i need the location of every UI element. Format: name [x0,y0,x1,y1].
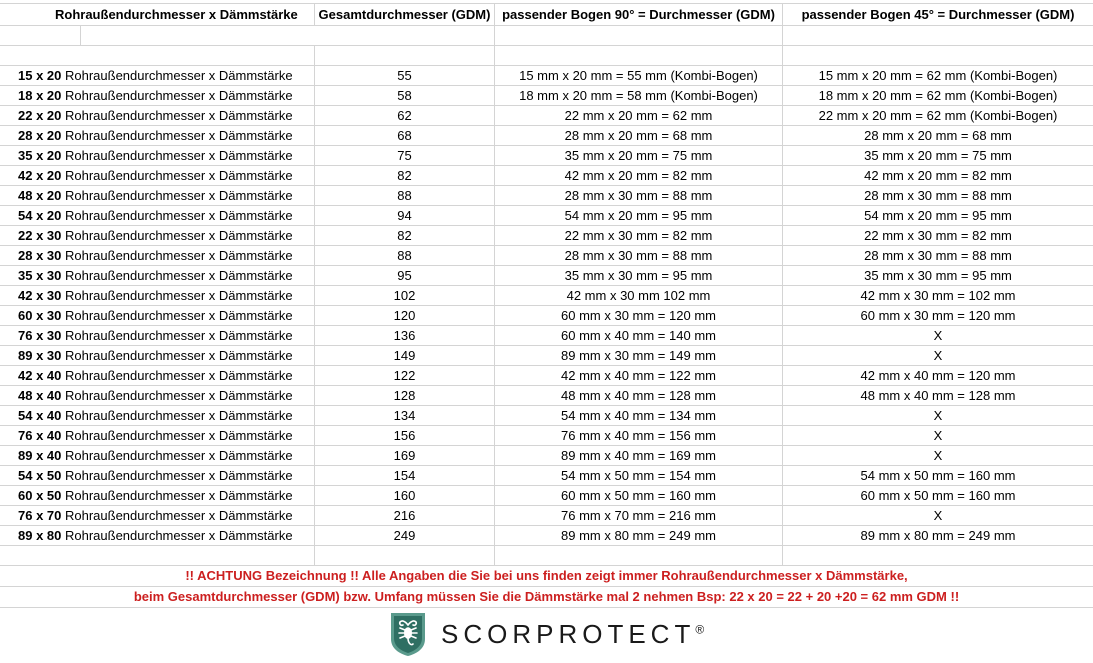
pipe-size: 42 x 40 [18,368,62,383]
size-label: Rohraußendurchmesser x Dämmstärke [65,308,293,323]
cell-bend-90: 22 mm x 20 mm = 62 mm [495,106,783,125]
cell-bend-90: 89 mm x 80 mm = 249 mm [495,526,783,545]
cell-bend-90: 18 mm x 20 mm = 58 mm (Kombi-Bogen) [495,86,783,105]
cell-total-diameter: 156 [315,426,495,445]
cell-bend-45: 42 mm x 40 mm = 120 mm [860,368,1016,383]
cell-bend-45: 42 mm x 20 mm = 82 mm [864,168,1012,183]
cell-outer-diameter [0,386,315,405]
cell-bend-45: 18 mm x 20 mm = 62 mm (Kombi-Bogen) [818,88,1058,103]
table-row [0,86,1093,106]
table-row [0,266,1093,286]
table-row [0,386,1093,406]
table-row [0,186,1093,206]
cell-bend-45: X [933,328,943,343]
cell-bend-90: 42 mm x 30 mm 102 mm [495,286,783,305]
pipe-size: 89 x 30 [18,348,62,363]
empty-row [0,46,1093,66]
cell-outer-diameter [0,446,315,465]
header-total-diameter: Gesamtdurchmesser (GDM) [315,4,495,25]
table-row [0,486,1093,506]
cell-bend-90: 35 mm x 30 mm = 95 mm [495,266,783,285]
cell-total-diameter: 160 [315,486,495,505]
table-row [0,206,1093,226]
cell-outer-diameter [0,186,315,205]
size-label: Rohraußendurchmesser x Dämmstärke [65,368,293,383]
cell-total-diameter: 169 [315,446,495,465]
pipe-size: 89 x 40 [18,448,62,463]
cell-bend-90: 89 mm x 30 mm = 149 mm [495,346,783,365]
pipe-size: 76 x 70 [18,508,62,523]
pipe-size: 22 x 30 [18,228,62,243]
pipe-size: 42 x 30 [18,288,62,303]
table-row [0,526,1093,546]
cell-outer-diameter [0,246,315,265]
cell-total-diameter: 134 [315,406,495,425]
registered-mark: ® [695,621,705,636]
cell-total-diameter: 154 [315,466,495,485]
pipe-size: 48 x 20 [18,188,62,203]
cell-outer-diameter [0,286,315,305]
header-bend-90: passender Bogen 90° = Durchmesser (GDM) [495,4,783,25]
pipe-size: 35 x 20 [18,148,62,163]
cell-total-diameter: 136 [315,326,495,345]
pipe-size: 54 x 20 [18,208,62,223]
cell-bend-90: 54 mm x 20 mm = 95 mm [495,206,783,225]
size-label: Rohraußendurchmesser x Dämmstärke [65,128,293,143]
cell-outer-diameter [0,206,315,225]
cell-bend-90: 60 mm x 50 mm = 160 mm [495,486,783,505]
size-label: Rohraußendurchmesser x Dämmstärke [65,408,293,423]
pipe-size: 35 x 30 [18,268,62,283]
pipe-size: 60 x 50 [18,488,62,503]
cell-bend-90: 89 mm x 40 mm = 169 mm [495,446,783,465]
cell-outer-diameter [0,306,315,325]
size-label: Rohraußendurchmesser x Dämmstärke [65,448,293,463]
cell-total-diameter: 249 [315,526,495,545]
size-label: Rohraußendurchmesser x Dämmstärke [65,228,293,243]
table-row [0,246,1093,266]
size-label: Rohraußendurchmesser x Dämmstärke [65,208,293,223]
cell-total-diameter: 82 [315,166,495,185]
size-label: Rohraußendurchmesser x Dämmstärke [65,428,293,443]
size-label: Rohraußendurchmesser x Dämmstärke [65,68,293,83]
cell-outer-diameter [0,126,315,145]
table-row [0,426,1093,446]
table-row [0,106,1093,126]
table-row [0,306,1093,326]
cell-outer-diameter [0,506,315,525]
size-label: Rohraußendurchmesser x Dämmstärke [65,108,293,123]
cell-bend-90: 22 mm x 30 mm = 82 mm [495,226,783,245]
cell-bend-45: 60 mm x 50 mm = 160 mm [860,488,1016,503]
table-row [0,506,1093,526]
cell-total-diameter: 94 [315,206,495,225]
warning-line-2: beim Gesamtdurchmesser (GDM) bzw. Umfang müssen Sie die Dämmstärke mal 2 nehmen Bsp: 22 x 20 = 22 + 20 +20 = 62 mm GDM !! [0,587,1093,608]
size-label: Rohraußendurchmesser x Dämmstärke [65,488,293,503]
cell-bend-90: 15 mm x 20 mm = 55 mm (Kombi-Bogen) [495,66,783,85]
table-row [0,406,1093,426]
cell-outer-diameter [0,426,315,445]
size-label: Rohraußendurchmesser x Dämmstärke [65,188,293,203]
scorpion-shield-icon [389,611,427,657]
cell-total-diameter: 88 [315,246,495,265]
cell-outer-diameter [0,146,315,165]
cell-bend-45: 22 mm x 20 mm = 62 mm (Kombi-Bogen) [818,108,1058,123]
cell-outer-diameter [0,486,315,505]
cell-bend-45: 60 mm x 30 mm = 120 mm [860,308,1016,323]
cell-bend-45: 15 mm x 20 mm = 62 mm (Kombi-Bogen) [818,68,1058,83]
cell-total-diameter: 82 [315,226,495,245]
size-label: Rohraußendurchmesser x Dämmstärke [65,528,293,543]
cell-total-diameter: 62 [315,106,495,125]
cell-bend-45: 28 mm x 30 mm = 88 mm [864,248,1012,263]
cell-outer-diameter [0,226,315,245]
cell-bend-45: X [933,448,943,463]
cell-bend-90: 28 mm x 20 mm = 68 mm [495,126,783,145]
cell-total-diameter: 58 [315,86,495,105]
header-row [0,4,1093,26]
cell-bend-45: 89 mm x 80 mm = 249 mm [860,528,1016,543]
cell-bend-90: 54 mm x 50 mm = 154 mm [495,466,783,485]
cell-bend-45: 28 mm x 20 mm = 68 mm [864,128,1012,143]
table-row [0,226,1093,246]
cell-bend-45: X [933,348,943,363]
cell-total-diameter: 120 [315,306,495,325]
pipe-size: 54 x 50 [18,468,62,483]
cell-outer-diameter [0,346,315,365]
cell-total-diameter: 102 [315,286,495,305]
table-row [0,286,1093,306]
cell-total-diameter: 149 [315,346,495,365]
cell-outer-diameter [0,86,315,105]
cell-outer-diameter [0,466,315,485]
brand-logo [389,610,704,658]
table-row [0,166,1093,186]
cell-outer-diameter [0,526,315,545]
cell-bend-45: 35 mm x 30 mm = 95 mm [864,268,1012,283]
cell-bend-45: X [933,508,943,523]
cell-outer-diameter [0,366,315,385]
cell-bend-90: 76 mm x 70 mm = 216 mm [495,506,783,525]
pipe-size: 42 x 20 [18,168,62,183]
cell-total-diameter: 68 [315,126,495,145]
table-row [0,326,1093,346]
pipe-size: 76 x 30 [18,328,62,343]
pipe-size: 54 x 40 [18,408,62,423]
size-label: Rohraußendurchmesser x Dämmstärke [65,248,293,263]
cell-bend-45: 42 mm x 30 mm = 102 mm [860,288,1016,303]
size-label: Rohraußendurchmesser x Dämmstärke [65,268,293,283]
cell-total-diameter: 55 [315,66,495,85]
cell-total-diameter: 122 [315,366,495,385]
size-label: Rohraußendurchmesser x Dämmstärke [65,348,293,363]
cell-bend-90: 48 mm x 40 mm = 128 mm [495,386,783,405]
cell-bend-90: 35 mm x 20 mm = 75 mm [495,146,783,165]
warning-line-1: !! ACHTUNG Bezeichnung !! Alle Angaben die Sie bei uns finden zeigt immer Rohraußendurchmesser x Dämmstärke, [0,566,1093,587]
cell-bend-90: 42 mm x 20 mm = 82 mm [495,166,783,185]
pipe-size: 28 x 20 [18,128,62,143]
pipe-size: 48 x 40 [18,388,62,403]
cell-bend-45: 22 mm x 30 mm = 82 mm [864,228,1012,243]
table-row [0,346,1093,366]
cell-bend-90: 54 mm x 40 mm = 134 mm [495,406,783,425]
header-outer-diameter: Rohraußendurchmesser x Dämmstärke [0,4,315,25]
size-label: Rohraußendurchmesser x Dämmstärke [65,88,293,103]
cell-bend-90: 60 mm x 40 mm = 140 mm [495,326,783,345]
size-label: Rohraußendurchmesser x Dämmstärke [65,168,293,183]
cell-outer-diameter [0,406,315,425]
brand-name: SCORPROTECT® [441,618,705,649]
size-label: Rohraußendurchmesser x Dämmstärke [65,468,293,483]
table-row [0,126,1093,146]
pipe-size: 89 x 80 [18,528,62,543]
cell-bend-45: 54 mm x 50 mm = 160 mm [860,468,1016,483]
table-row [0,66,1093,86]
cell-bend-45: X [933,428,943,443]
size-label: Rohraußendurchmesser x Dämmstärke [65,288,293,303]
cell-bend-45: 35 mm x 20 mm = 75 mm [864,148,1012,163]
cell-bend-45: 28 mm x 30 mm = 88 mm [864,188,1012,203]
cell-bend-90: 42 mm x 40 mm = 122 mm [495,366,783,385]
pipe-size: 18 x 20 [18,88,62,103]
cell-bend-90: 28 mm x 30 mm = 88 mm [495,246,783,265]
cell-outer-diameter [0,166,315,185]
cell-outer-diameter [0,106,315,125]
cell-bend-90: 28 mm x 30 mm = 88 mm [495,186,783,205]
cell-total-diameter: 95 [315,266,495,285]
cell-outer-diameter [0,66,315,85]
cell-total-diameter: 216 [315,506,495,525]
cell-outer-diameter [0,326,315,345]
cell-total-diameter: 128 [315,386,495,405]
table-row [0,366,1093,386]
pipe-size: 28 x 30 [18,248,62,263]
table-row [0,146,1093,166]
table-row [0,466,1093,486]
cell-total-diameter: 75 [315,146,495,165]
pipe-size: 76 x 40 [18,428,62,443]
size-label: Rohraußendurchmesser x Dämmstärke [65,388,293,403]
header-bend-45: passender Bogen 45° = Durchmesser (GDM) [801,7,1075,22]
table-body [0,66,1093,546]
cell-bend-90: 76 mm x 40 mm = 156 mm [495,426,783,445]
cell-total-diameter: 88 [315,186,495,205]
cell-bend-90: 60 mm x 30 mm = 120 mm [495,306,783,325]
cell-bend-45: 48 mm x 40 mm = 128 mm [860,388,1016,403]
size-label: Rohraußendurchmesser x Dämmstärke [65,508,293,523]
size-label: Rohraußendurchmesser x Dämmstärke [65,328,293,343]
cell-bend-45: 54 mm x 20 mm = 95 mm [864,208,1012,223]
pipe-size: 15 x 20 [18,68,62,83]
pipe-size: 60 x 30 [18,308,62,323]
table-row [0,446,1093,466]
empty-row [0,26,1093,46]
empty-row [0,546,1093,566]
pipe-size: 22 x 20 [18,108,62,123]
cell-bend-45: X [933,408,943,423]
cell-outer-diameter [0,266,315,285]
size-label: Rohraußendurchmesser x Dämmstärke [65,148,293,163]
